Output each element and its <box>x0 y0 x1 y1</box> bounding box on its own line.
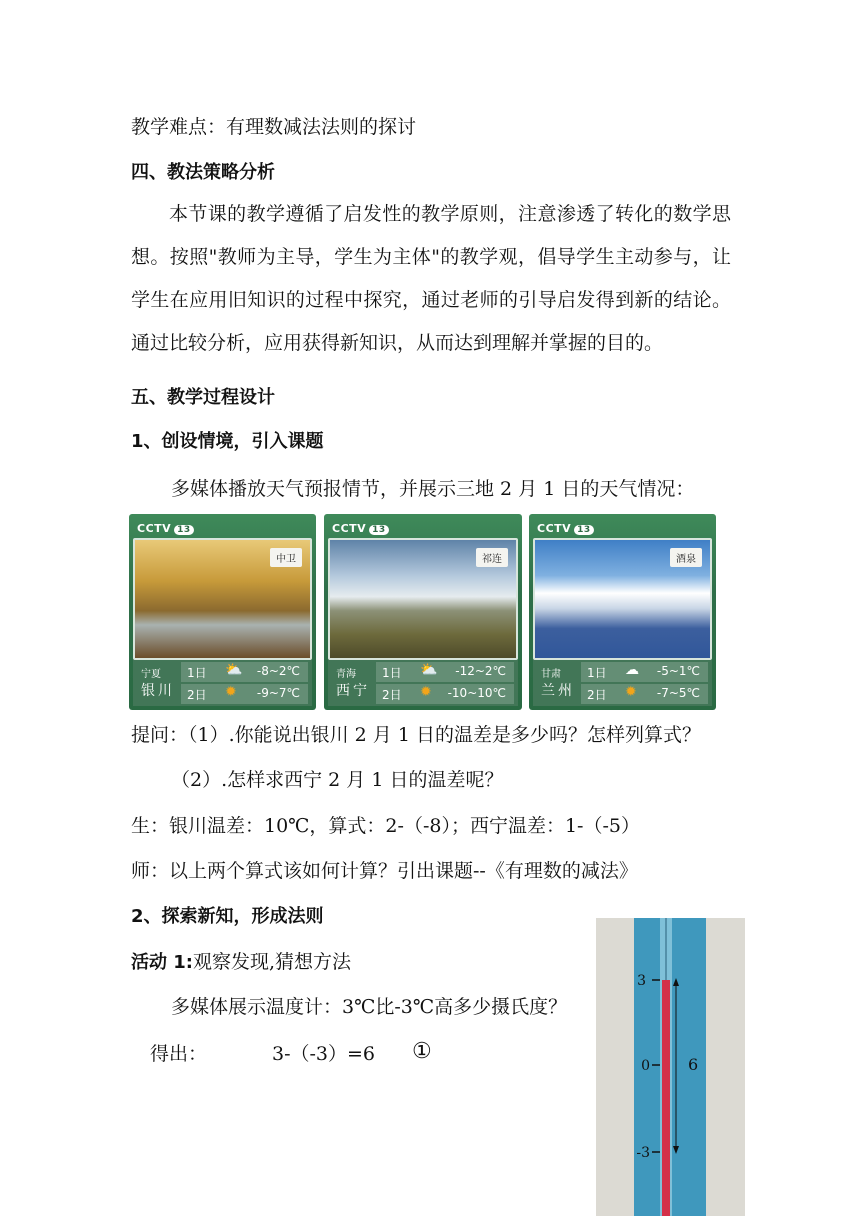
sunny-icon: ✹ <box>625 684 637 700</box>
forecast-panel <box>328 660 518 706</box>
province-label: 甘肃 <box>541 669 561 680</box>
forecast-panel <box>533 660 712 706</box>
teaching-difficulty: 教学难点：有理数减法法则的探讨 <box>131 116 417 138</box>
city-label: 兰州 <box>541 683 575 699</box>
partly-cloudy-icon: ⛅ <box>225 662 243 678</box>
province-label: 宁夏 <box>141 669 161 680</box>
day-label: 2日 <box>382 688 402 702</box>
temperature-range: -7~5℃ <box>656 686 700 700</box>
label-difference: 6 <box>688 1055 699 1074</box>
temperature-range: -12~2℃ <box>455 664 506 678</box>
mercury-column <box>662 980 670 1216</box>
section4-paragraph <box>131 193 731 365</box>
sunny-icon: ✹ <box>225 684 237 700</box>
location-tag: 祁连 <box>476 548 508 567</box>
weather-card-yinchuan <box>129 514 316 710</box>
result-formula: 3-（-3）=6 <box>272 1043 376 1065</box>
forecast-panel <box>133 660 312 706</box>
landscape-photo <box>533 538 712 660</box>
day-label: 2日 <box>187 688 207 702</box>
snow-cloud-icon: ☁ <box>625 662 639 678</box>
step1-intro: 多媒体播放天气预报情节，并展示三地 2 月 1 日的天气情况： <box>171 478 695 500</box>
partly-cloudy-icon: ⛅ <box>420 662 438 678</box>
section5-title: 五、教学过程设计 <box>131 387 275 408</box>
weather-card-xining <box>324 514 522 710</box>
question-1: 提问：（1）.你能说出银川 2 月 1 日的温差是多少吗？怎样列算式？ <box>131 724 701 746</box>
cctv-logo <box>137 522 194 535</box>
cctv-num: 13 <box>369 525 389 535</box>
step2-title: 2、探索新知，形成法则 <box>131 906 324 927</box>
day-label: 1日 <box>382 666 402 680</box>
thermometer-photo <box>596 918 745 1216</box>
cctv-num: 13 <box>574 525 594 535</box>
label-minus-3: -3 <box>636 1145 650 1161</box>
question-2: （2）.怎样求西宁 2 月 1 日的温差呢？ <box>171 769 504 791</box>
city-label: 银川 <box>141 683 175 699</box>
cctv-text: CCTV <box>137 522 172 535</box>
day-label: 1日 <box>187 666 207 680</box>
cctv-logo <box>537 522 594 535</box>
temperature-range: -8~2℃ <box>256 664 300 678</box>
location-tag: 酒泉 <box>670 548 702 567</box>
forecast-row-day1 <box>581 662 708 682</box>
forecast-row-day1 <box>181 662 308 682</box>
label-3: 3 <box>637 973 646 989</box>
section4-paragraph-text: 本节课的教学遵循了启发性的教学原则，注意渗透了转化的数学思想。按照"教师为主导，学生为主体"的教学观，倡导学生主动参与，让学生在应用旧知识的过程中探究，通过老师的引导启发得到新的结论。通过比较分析，应用获得新知识，从而达到理解并掌握的目的。 <box>131 203 731 354</box>
result-marker: ① <box>412 1039 432 1064</box>
temperature-range: -9~7℃ <box>256 686 300 700</box>
activity-1 <box>131 950 351 975</box>
city-label: 西宁 <box>336 683 370 699</box>
forecast-row-day2 <box>376 684 514 704</box>
teacher-line: 师：以上两个算式该如何计算？引出课题--《有理数的减法》 <box>131 860 638 882</box>
result-label: 得出： <box>150 1043 208 1065</box>
day-label: 1日 <box>587 666 607 680</box>
cctv-num: 13 <box>174 525 194 535</box>
forecast-row-day2 <box>581 684 708 704</box>
thermometer-question: 多媒体展示温度计：3℃比-3℃高多少摄氏度？ <box>171 996 568 1018</box>
step1-title: 1、创设情境，引入课题 <box>131 431 324 452</box>
weather-card-lanzhou <box>529 514 716 710</box>
temperature-range: -10~10℃ <box>447 686 506 700</box>
temperature-range: -5~1℃ <box>656 664 700 678</box>
activity-1-label: 活动 1: <box>131 952 193 973</box>
province-label: 青海 <box>336 669 356 680</box>
cctv-text: CCTV <box>537 522 572 535</box>
label-0: 0 <box>641 1058 650 1074</box>
cctv-text: CCTV <box>332 522 367 535</box>
thermometer-diagram <box>596 918 745 1216</box>
cctv-logo <box>332 522 389 535</box>
student-answer: 生：银川温差：10℃，算式：2-（-8）；西宁温差：1-（-5） <box>131 815 640 837</box>
landscape-photo <box>133 538 312 660</box>
activity-1-text: 观察发现,猜想方法 <box>193 951 352 973</box>
location-tag: 中卫 <box>270 548 302 567</box>
forecast-row-day1 <box>376 662 514 682</box>
day-label: 2日 <box>587 688 607 702</box>
sunny-icon: ✹ <box>420 684 432 700</box>
forecast-row-day2 <box>181 684 308 704</box>
section4-title: 四、教法策略分析 <box>131 162 275 183</box>
landscape-photo <box>328 538 518 660</box>
